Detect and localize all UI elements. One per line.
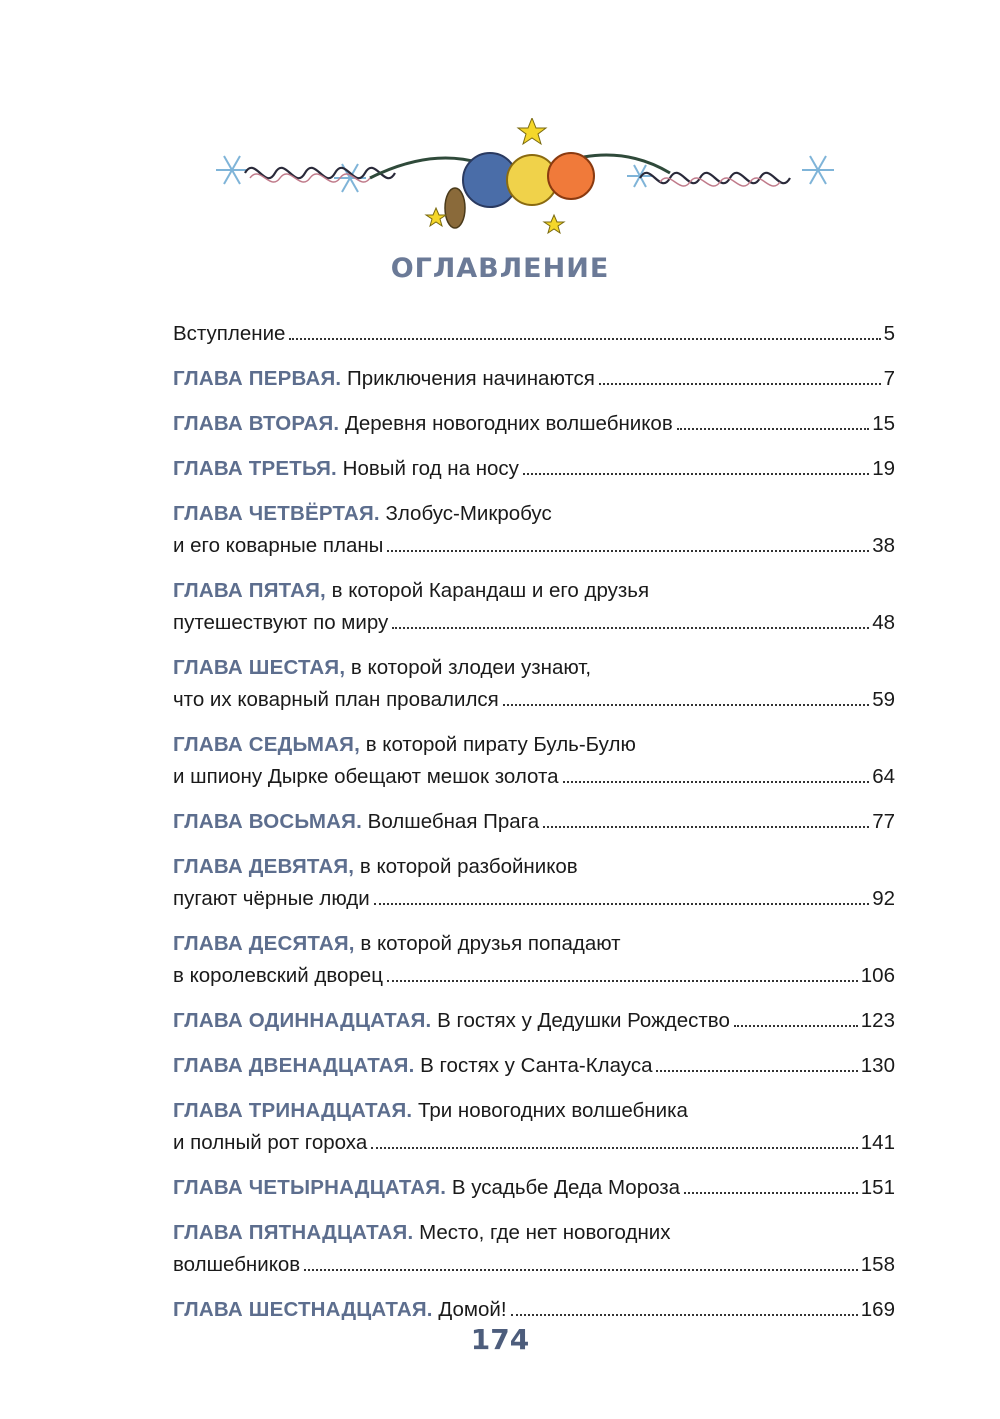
chapter-title: и его коварные планы [173,534,384,557]
dot-leader [684,1188,858,1194]
toc-entry-line [173,530,895,562]
chapter-heading: ГЛАВА ДВЕНАДЦАТАЯ. [173,1054,415,1077]
toc-entry[interactable] [173,1005,895,1037]
toc-page-number: 92 [872,887,895,910]
chapter-title: В гостях у Санта-Клауса [414,1054,653,1077]
toc-page-number: 169 [860,1298,895,1321]
toc-entry-line [173,1249,895,1281]
toc-entry-line [173,928,895,960]
toc-entry[interactable] [173,363,895,395]
toc-page-number: 59 [872,688,895,711]
toc-entry[interactable] [173,1217,895,1281]
toc-entry[interactable] [173,408,895,440]
toc-page-number: 15 [872,412,895,435]
chapter-heading: ГЛАВА ТРИНАДЦАТАЯ. [173,1099,413,1122]
dot-leader [523,469,869,475]
toc-page-number: 19 [872,457,895,480]
chapter-title: Три новогодних волшебника [412,1099,688,1122]
dot-leader [543,822,869,828]
toc-entry[interactable] [173,453,895,485]
toc-page-number: 130 [860,1054,895,1077]
toc-page-number: 106 [860,964,895,987]
toc-page-number: 64 [872,765,895,788]
toc-entry[interactable] [173,652,895,716]
chapter-heading: ГЛАВА ШЕСТНАДЦАТАЯ. [173,1298,433,1321]
toc-entry-line [173,1172,895,1204]
toc-entry-line [173,960,895,992]
chapter-title: в которой злодеи узнают, [345,656,592,679]
chapter-heading: ГЛАВА ПЯТАЯ, [173,579,326,602]
toc-entry-line [173,1095,895,1127]
chapter-title: Вступление [173,322,286,345]
toc-entry-line [173,883,895,915]
chapter-title: и полный рот гороха [173,1131,368,1154]
toc-entry-line [173,408,895,440]
toc-entry[interactable] [173,1050,895,1082]
toc-entry-line [173,806,895,838]
chapter-heading: ГЛАВА ПЯТНАДЦАТАЯ. [173,1221,414,1244]
table-of-contents [173,318,895,1339]
dot-leader [392,623,869,629]
toc-entry-line [173,1294,895,1326]
chapter-title: пугают чёрные люди [173,887,370,910]
dot-leader [289,334,880,340]
toc-page-number: 7 [883,367,895,390]
toc-entry-line [173,453,895,485]
toc-page-number: 158 [860,1253,895,1276]
toc-entry-line [173,1050,895,1082]
chapter-heading: ГЛАВА ВТОРАЯ. [173,412,340,435]
toc-page-number: 38 [872,534,895,557]
chapter-title: В гостях у Дедушки Рождество [431,1009,730,1032]
toc-page-number: 123 [860,1009,895,1032]
chapter-heading: ГЛАВА ЧЕТЫРНАДЦАТАЯ. [173,1176,447,1199]
chapter-heading: ГЛАВА ТРЕТЬЯ. [173,457,337,480]
toc-page-number: 48 [872,611,895,634]
orange-ornament-ball [548,153,594,199]
toc-entry-line [173,607,895,639]
chapter-title: Место, где нет новогодних [413,1221,671,1244]
toc-entry[interactable] [173,1294,895,1326]
toc-entry[interactable] [173,318,895,350]
dot-leader [371,1143,858,1149]
dot-leader [511,1310,858,1316]
toc-entry[interactable] [173,1172,895,1204]
chapter-title: в королевский дворец [173,964,383,987]
pine-cone [445,188,465,228]
chapter-heading: ГЛАВА СЕДЬМАЯ, [173,733,360,756]
chapter-title: Новый год на носу [336,457,519,480]
toc-entry-line [173,761,895,793]
toc-entry-line [173,1127,895,1159]
chapter-heading: ГЛАВА ДЕВЯТАЯ, [173,855,355,878]
dot-leader [387,976,858,982]
chapter-title: путешествуют по миру [173,611,389,634]
toc-entry[interactable] [173,1095,895,1159]
toc-entry[interactable] [173,851,895,915]
dot-leader [387,546,869,552]
toc-page-number: 151 [860,1176,895,1199]
toc-entry-line [173,498,895,530]
chapter-title: в которой Карандаш и его друзья [325,579,650,602]
toc-page-number: 141 [860,1131,895,1154]
toc-entry-line [173,575,895,607]
chapter-title: в которой друзья попадают [354,932,621,955]
dot-leader [304,1265,858,1271]
chapter-title: что их коварный план провалился [173,688,499,711]
chapter-heading: ГЛАВА ОДИННАДЦАТАЯ. [173,1009,432,1032]
dot-leader [734,1021,858,1027]
toc-entry[interactable] [173,729,895,793]
dot-leader [677,424,869,430]
toc-page-number: 5 [883,322,895,345]
dot-leader [503,700,869,706]
chapter-title: Домой! [432,1298,507,1321]
chapter-heading: ГЛАВА ДЕСЯТАЯ, [173,932,355,955]
page-title: ОГЛАВЛЕНИЕ [390,253,610,284]
chapter-heading: ГЛАВА ПЕРВАЯ. [173,367,342,390]
toc-entry-line [173,1217,895,1249]
dot-leader [374,899,869,905]
chapter-title: Приключения начинаются [341,367,595,390]
toc-entry-line [173,363,895,395]
toc-page-number: 77 [872,810,895,833]
toc-entry-line [173,318,895,350]
chapter-title: в которой разбойников [354,855,578,878]
page-number: 174 [470,1323,530,1356]
chapter-heading: ГЛАВА ВОСЬМАЯ. [173,810,362,833]
chapter-heading: ГЛАВА ШЕСТАЯ, [173,656,346,679]
chapter-title: Волшебная Прага [361,810,540,833]
toc-entry[interactable] [173,498,895,562]
christmas-garland-ornament [200,118,850,243]
chapter-title: волшебников [173,1253,301,1276]
toc-entry[interactable] [173,575,895,639]
toc-entry-line [173,729,895,761]
toc-entry[interactable] [173,806,895,838]
chapter-title: Деревня новогодних волшебников [339,412,673,435]
chapter-title: и шпиону Дырке обещают мешок золота [173,765,559,788]
dot-leader [563,777,870,783]
dot-leader [656,1066,857,1072]
toc-entry-line [173,1005,895,1037]
chapter-title: Злобус-Микробус [379,502,552,525]
chapter-title: в которой пирату Буль-Булю [360,733,636,756]
chapter-title: В усадьбе Деда Мороза [446,1176,681,1199]
toc-entry-line [173,684,895,716]
dot-leader [599,379,881,385]
toc-entry-line [173,851,895,883]
chapter-heading: ГЛАВА ЧЕТВЁРТАЯ. [173,502,380,525]
toc-entry[interactable] [173,928,895,992]
toc-entry-line [173,652,895,684]
